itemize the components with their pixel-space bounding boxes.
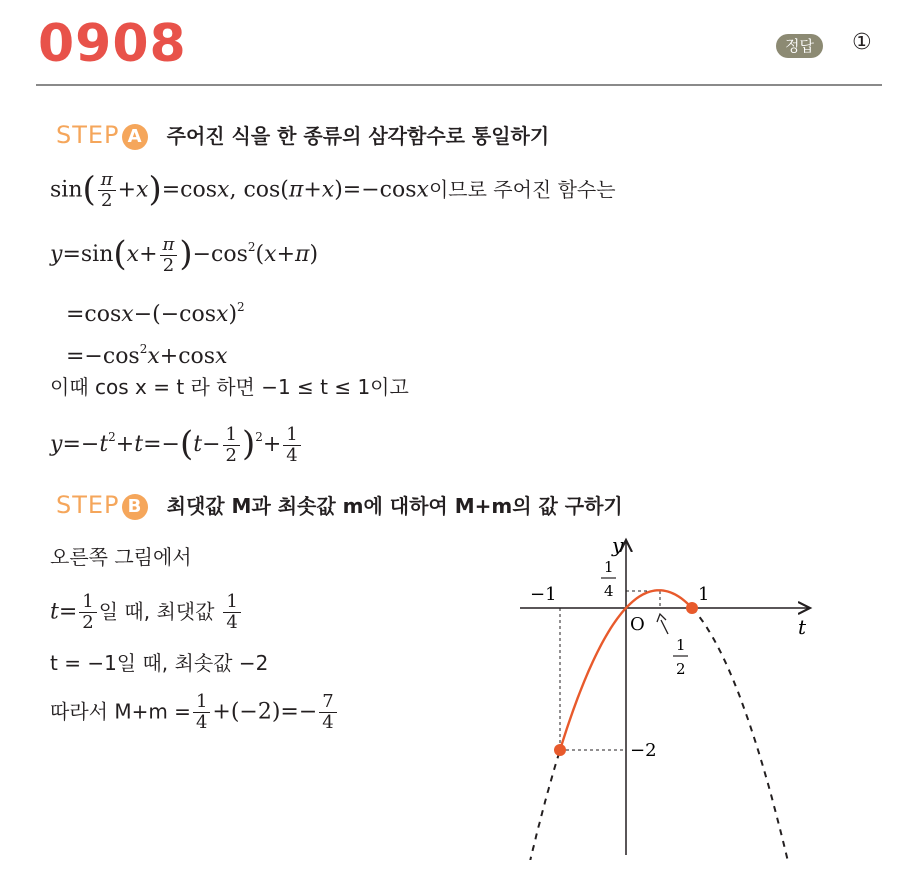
sum-prefix: 따라서 M+m =	[50, 699, 191, 724]
half-numerator: 1	[676, 636, 686, 654]
step-a-heading	[56, 120, 549, 151]
parabola-right-dashed	[692, 608, 788, 860]
half-pointer	[661, 620, 668, 634]
identity-line: sin( $\frac{\pi}{2}$ +x)=cosx, cos(π+x)=−cosx이므로 주어진 함수는	[50, 169, 616, 211]
answer-badge: 정답	[776, 34, 823, 58]
substitution-line: 이때 cos x = t 라 하면 −1 ≤ t ≤ 1이고	[50, 375, 409, 399]
max-text: 일 때, 최댓값	[98, 599, 215, 624]
sum-line: 따라서 M+m = $\frac{1}{4}$ +(−2)=− $\frac{7}{4}$	[50, 692, 339, 733]
t-axis-label: t	[798, 615, 807, 639]
min-point	[554, 744, 566, 756]
step-b-title: 최댓값 M과 최솟값 m에 대하여 M+m의 값 구하기	[166, 494, 623, 518]
step-a-label: STEP A	[56, 121, 148, 149]
label-one: 1	[698, 584, 710, 605]
function-line: y=sin(x+ $\frac{\pi}{2}$ )$-\cos^2(x+\pi)$	[50, 233, 319, 276]
answer-value: ①	[852, 30, 872, 55]
step-a-title: 주어진 식을 한 종류의 삼각함수로 통일하기	[166, 124, 550, 148]
label-neg-two: −2	[630, 740, 657, 761]
parabola-left-dashed	[527, 750, 560, 860]
graph-ref-line: 오른쪽 그림에서	[50, 545, 192, 569]
endpoint-one	[686, 602, 698, 614]
step-line-1: $=\cos x-(-\cos x)^2$	[66, 300, 245, 327]
step-a-letter-icon: A	[122, 124, 148, 150]
half-denominator: 2	[676, 660, 686, 678]
label-neg-one: −1	[530, 584, 557, 605]
parabola-graph	[500, 530, 840, 860]
min-line: t = −1일 때, 최솟값 −2	[50, 651, 269, 675]
identity-text: 이므로 주어진 함수는	[428, 177, 616, 202]
step-b-heading	[56, 490, 623, 521]
step-b-letter-icon: B	[122, 494, 148, 520]
step-b-label: STEP B	[56, 491, 148, 519]
origin-label: O	[630, 614, 645, 635]
quarter-denominator: 4	[604, 582, 614, 600]
quarter-numerator: 1	[604, 558, 614, 576]
problem-number: 0908	[38, 14, 187, 74]
quadratic-line: $y=-t^2+t=-(t-$ $\frac{1}{2}$ )$^2$+ $\frac{1}{4}$	[50, 422, 303, 466]
header-divider	[36, 84, 882, 86]
step-line-2: $=-\cos^2x+\cos x$	[66, 342, 228, 369]
y-axis-label: y	[612, 533, 624, 557]
max-line: t= $\frac{1}{2}$ 일 때, 최댓값 $\frac{1}{4}$	[50, 592, 243, 633]
